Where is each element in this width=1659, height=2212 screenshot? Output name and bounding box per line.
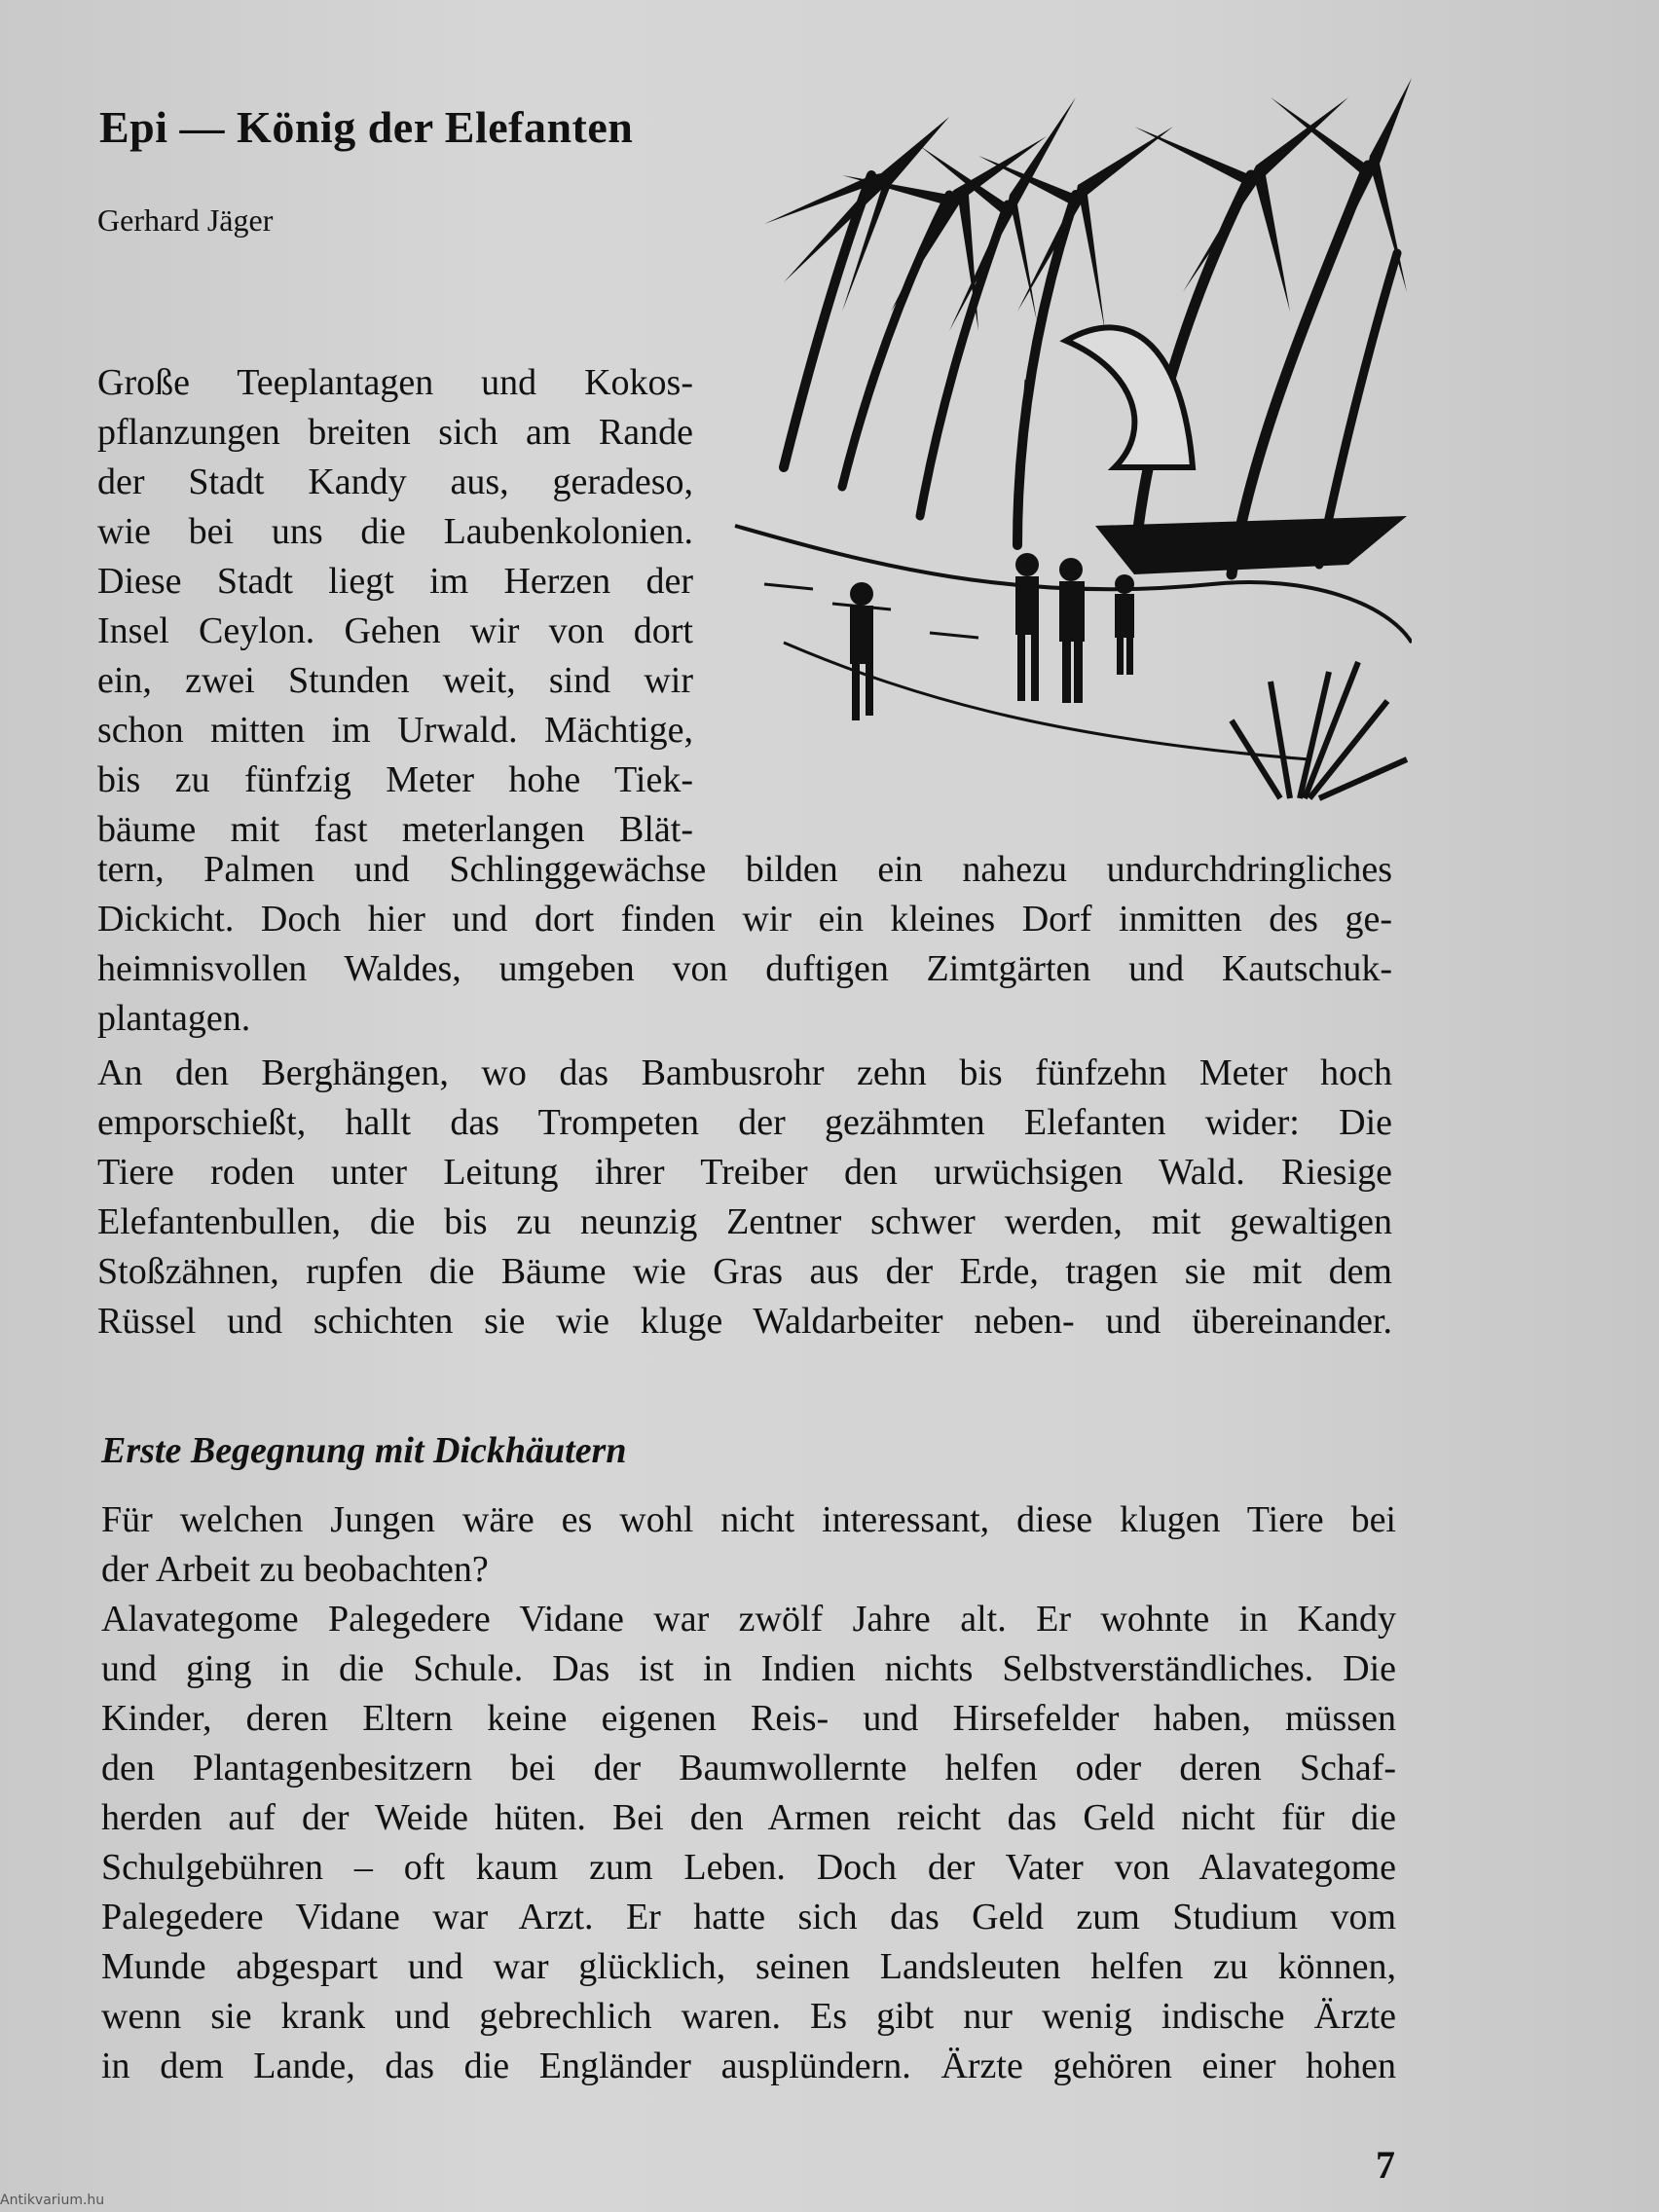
text-line: Tiere roden unter Leitung ihrer Treiber den urwüchsigen Wald. Riesige xyxy=(97,1152,1392,1193)
text-line: Insel Ceylon. Gehen wir von dort xyxy=(97,610,693,651)
paragraph-1-narrow xyxy=(97,358,693,855)
text-line: schon mitten im Urwald. Mächtige, xyxy=(97,710,693,751)
text-line: Elefantenbullen, die bis zu neunzig Zentner schwer werden, mit gewaltigen xyxy=(97,1201,1392,1242)
text-line: bis zu fünfzig Meter hohe Tiek- xyxy=(97,759,693,800)
text-line: tern, Palmen und Schlinggewächse bilden ein nahezu undurchdringliches xyxy=(97,849,1392,890)
text-line: in dem Lande, das die Engländer ausplündern. Ärzte gehören einer hohen xyxy=(101,2046,1396,2086)
text-line: emporschießt, hallt das Trompeten der gezähmten Elefanten wider: Die xyxy=(97,1102,1392,1143)
text-line: Rüssel und schichten sie wie kluge Waldarbeiter neben- und übereinander. xyxy=(97,1301,1392,1342)
paragraph-1-wide xyxy=(97,845,1392,1044)
text-line: Alavategome Palegedere Vidane war zwölf Jahre alt. Er wohnte in Kandy xyxy=(101,1599,1396,1640)
palm-beach-illustration-icon xyxy=(725,58,1412,828)
text-line: Dickicht. Doch hier und dort finden wir ein kleines Dorf inmitten des ge- xyxy=(97,899,1392,940)
text-line: wenn sie krank und gebrechlich waren. Es gibt nur wenig indische Ärzte xyxy=(101,1996,1396,2037)
text-line: heimnisvollen Waldes, umgeben von duftigen Zimtgärten und Kautschuk- xyxy=(97,948,1392,989)
paragraph-3 xyxy=(101,1495,1396,2091)
text-line: bäume mit fast meterlangen Blät- xyxy=(97,809,693,850)
text-line: Für welchen Jungen wäre es wohl nicht interessant, diese klugen Tiere bei xyxy=(101,1499,1396,1540)
text-line: plantagen. xyxy=(97,998,251,1039)
text-line: der Stadt Kandy aus, geradeso, xyxy=(97,461,693,502)
text-line: der Arbeit zu beobachten? xyxy=(101,1549,489,1590)
text-line: wie bei uns die Laubenkolonien. xyxy=(97,511,693,552)
text-line: ein, zwei Stunden weit, sind wir xyxy=(97,660,693,701)
text-line: Kinder, deren Eltern keine eigenen Reis- und Hirsefelder haben, müssen xyxy=(101,1698,1396,1739)
section-heading: Erste Begegnung mit Dickhäutern xyxy=(101,1430,627,1471)
text-line: Schulgebühren – oft kaum zum Leben. Doch der Vater von Alavategome xyxy=(101,1847,1396,1888)
watermark: Antikvarium.hu xyxy=(0,2193,105,2208)
text-line: Palegedere Vidane war Arzt. Er hatte sich das Geld zum Studium vom xyxy=(101,1897,1396,1937)
page-number: 7 xyxy=(1376,2143,1395,2187)
text-line: An den Berghängen, wo das Bambusrohr zehn bis fünfzehn Meter hoch xyxy=(97,1052,1392,1093)
text-line: Munde abgespart und war glücklich, seinen Landsleuten helfen zu können, xyxy=(101,1946,1396,1987)
paragraph-2 xyxy=(97,1049,1392,1346)
chapter-title: Epi — König der Elefanten xyxy=(99,102,634,152)
text-line: herden auf der Weide hüten. Bei den Armen reicht das Geld nicht für die xyxy=(101,1797,1396,1838)
author-name: Gerhard Jäger xyxy=(97,203,274,238)
text-line: und ging in die Schule. Das ist in Indien nichts Selbstverständliches. Die xyxy=(101,1648,1396,1689)
text-line: den Plantagenbesitzern bei der Baumwollernte helfen oder deren Schaf- xyxy=(101,1748,1396,1788)
text-line: Stoßzähnen, rupfen die Bäume wie Gras aus der Erde, tragen sie mit dem xyxy=(97,1251,1392,1292)
text-line: pflanzungen breiten sich am Rande xyxy=(97,412,693,453)
text-line: Große Teeplantagen und Kokos- xyxy=(97,362,693,403)
text-line: Diese Stadt liegt im Herzen der xyxy=(97,561,693,602)
